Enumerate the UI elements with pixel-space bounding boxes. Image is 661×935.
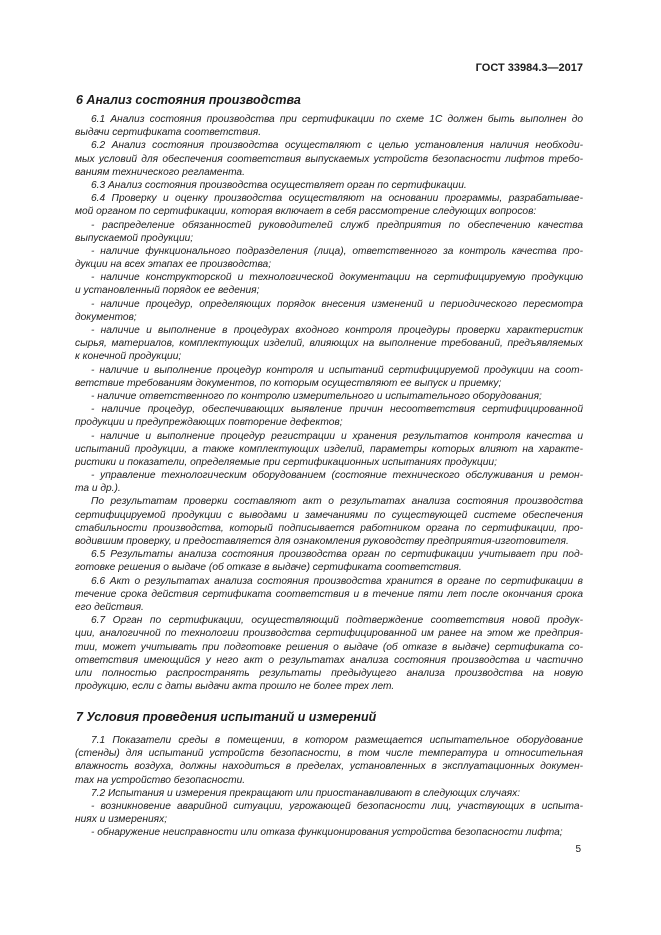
paragraph: [75, 113, 583, 139]
text-line: дукции на всех этапах ее производства;: [75, 259, 272, 271]
text-line: продукции и предупреждающих повторение дефектов;: [75, 417, 343, 429]
section-heading: 6 Анализ состояния производства: [76, 93, 301, 107]
paragraph: [75, 179, 583, 192]
text-line: 6.6 Акт о результатах анализа состояния производства хранится в органе по сертификации в: [91, 575, 583, 587]
text-line: и установленный порядок ее ведения;: [75, 285, 260, 297]
document-code: ГОСТ 33984.3—2017: [475, 62, 583, 74]
text-line: документов;: [75, 311, 137, 323]
text-line: ваниям технического регламента.: [75, 166, 245, 178]
paragraph: [75, 495, 583, 548]
text-line: 6.4 Проверку и оценку производства осуществляют на основании программы, разрабатывае-: [91, 193, 583, 205]
text-line: водившим проверку, и предоставляется для ознакомления руководству предприятия-изготовителя.: [75, 536, 569, 547]
text-line: его действия.: [75, 601, 144, 613]
text-line: ции, аналогичной по технологии производства сертифицированной им ранее на этом же предприя-: [75, 628, 583, 640]
text-line: влажность воздуха, должны находиться в пределах, установленных в эксплуатационных докумен-: [75, 761, 583, 773]
text-line: - наличие и выполнение процедур контроля и испытаний сертифицируемой продукции на соот-: [91, 364, 583, 376]
text-line: выдачи сертификата соответствия.: [75, 127, 262, 139]
text-line: ниях и измерениях;: [75, 814, 168, 826]
paragraph: [75, 430, 583, 470]
text-line: По результатам проверки составляют акт о результатах анализа состояния производства: [91, 496, 583, 508]
text-line: 6.3 Анализ состояния производства осуществляет орган по сертификации.: [91, 179, 467, 191]
section-body: [75, 734, 583, 840]
text-line: 6.5 Результаты анализа состояния производства орган по сертификации учитывает при под-: [91, 549, 583, 561]
paragraph: [75, 734, 583, 787]
text-line: - наличие и выполнение процедур регистрации и хранения результатов контроля качества и: [91, 430, 583, 442]
paragraph: [75, 219, 583, 245]
text-line: - наличие ответственного по контролю измерительного и испытательного оборудования;: [91, 390, 542, 402]
page-number: 5: [575, 844, 581, 855]
text-line: - управление технологическим оборудованием (состояние технического обслуживания и ремон-: [91, 470, 583, 482]
paragraph: [75, 271, 583, 297]
text-line: (стенды) для испытаний устройств безопасности, в том числе температура и относительная: [75, 748, 583, 760]
section-heading: 7 Условия проведения испытаний и измерений: [76, 710, 377, 724]
text-line: тии, может учитывать при подготовке решения о выдаче (об отказе в выдаче) сертификата со-: [75, 641, 583, 653]
text-line: сертифицируемой продукции с выводами и замечаниями по существующей системе обеспечения: [75, 509, 583, 521]
text-line: тах на устройство безопасности.: [75, 774, 246, 786]
text-line: готовке решения о выдаче (об отказе в выдаче) сертификата соответствия.: [75, 562, 462, 574]
paragraph: [75, 390, 583, 403]
text-line: 7.2 Испытания и измерения прекращают или приостанавливают в следующих случаях:: [91, 787, 521, 799]
paragraph: [75, 245, 583, 271]
text-line: - наличие и выполнение в процедурах входного контроля процедуры проверки характеристик: [91, 325, 583, 336]
text-line: ристики и показатели, определяемые при сертификационных испытаниях продукции;: [75, 456, 497, 468]
text-line: 7.1 Показатели среды в помещении, в котором размещается испытательное оборудование: [91, 735, 583, 746]
section-body: [75, 113, 583, 693]
text-line: - возникновение аварийной ситуации, угрожающей безопасности лиц, участвующих в испыта-: [91, 800, 583, 812]
paragraph: [75, 364, 583, 390]
paragraph: [75, 787, 583, 800]
paragraph: [75, 139, 583, 179]
text-line: 6.7 Орган по сертификации, осуществляющий подтверждение соответствия новой продук-: [91, 615, 583, 627]
text-line: - наличие конструкторской и технологической документации на сертифицируемую продукцию: [91, 272, 583, 284]
text-line: - наличие процедур, обеспечивающих выявление причин несоответствия сертифицированной: [91, 404, 583, 416]
text-line: - наличие процедур, определяющих порядок внесения изменений и периодического пересмотра: [91, 298, 583, 310]
paragraph: [75, 800, 583, 826]
text-line: мой органом по сертификации, которая включает в себя рассмотрение следующих вопросов:: [75, 206, 537, 218]
text-line: течение срока действия сертификата соответствия и в течение пяти лет после окончания срока: [75, 588, 583, 600]
paragraph: [75, 575, 583, 615]
paragraph: [75, 192, 583, 218]
text-line: продукцию, если с даты выдачи акта прошло не более трех лет.: [75, 681, 395, 693]
text-line: - наличие функционального подразделения (лица), ответственного за контроль качества про-: [91, 245, 583, 257]
text-line: испытаний продукции, а также комплектующих изделий, параметры которых влияют на характе-: [75, 443, 583, 455]
text-line: 6.2 Анализ состояния производства осуществляют с целью установления наличия необходи-: [91, 140, 583, 152]
text-line: ветствие требованиям документов, по которым осуществляют ее выпуск и приемку;: [75, 377, 502, 389]
paragraph: [75, 614, 583, 693]
text-line: та и др.).: [75, 483, 121, 495]
paragraph: [75, 298, 583, 324]
text-line: мых условий для обеспечения соответствия выпускаемых устройств безопасности лифтов требо-: [75, 153, 583, 165]
text-line: или полностью распространять результаты предыдущего анализа производства на новую: [75, 667, 583, 679]
paragraph: [75, 548, 583, 574]
paragraph: [75, 826, 583, 839]
text-line: сырья, материалов, комплектующих изделий, влияющих на выполнение требований, предъявляемых: [75, 338, 583, 350]
paragraph: [75, 324, 583, 364]
paragraph: [75, 403, 583, 429]
text-line: стабильности производства, который подписывается работником органа по сертификации, про-: [75, 522, 583, 534]
text-line: 6.1 Анализ состояния производства при сертификации по схеме 1С должен быть выполнен до: [91, 114, 583, 125]
text-line: к конечной продукции;: [75, 351, 182, 363]
text-line: ответствия имеющийся у него акт о результатах анализа состояния производства и частично: [75, 654, 583, 666]
text-line: выпускаемой продукции;: [75, 232, 194, 244]
text-line: - обнаружение неисправности или отказа функционирования устройства безопасности лифта;: [91, 827, 563, 839]
text-line: - распределение обязанностей руководителей служб предприятия по обеспечению качества: [91, 219, 583, 231]
paragraph: [75, 469, 583, 495]
